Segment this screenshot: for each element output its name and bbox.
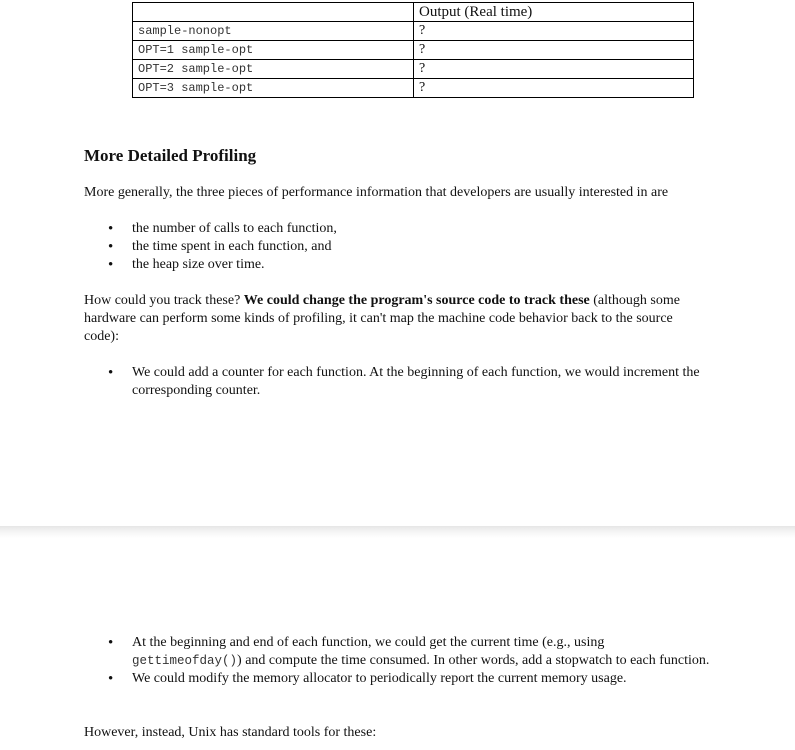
page-separator [0, 526, 795, 538]
results-table [132, 2, 694, 98]
table-cell-name: OPT=2 sample-opt [133, 60, 414, 79]
question-suffix: (although some hardware can perform some kinds of profiling, it can't map the machine code behavior back to the source code): [84, 293, 680, 344]
table-header-empty [133, 3, 414, 22]
list-item: • the time spent in each function, and [84, 238, 712, 256]
table-row [133, 41, 694, 60]
table-cell-value: ? [414, 60, 694, 79]
intro-paragraph: More generally, the three pieces of performance information that developers are usually interested in are [84, 185, 669, 200]
list-item: • We could add a counter for each function. At the beginning of each function, we would increment the corresponding counter. [84, 364, 712, 400]
table-cell-name: sample-nonopt [133, 22, 414, 41]
time-approach-suffix: ) and compute the time consumed. In other words, add a stopwatch to each function. [237, 653, 710, 668]
table-cell-name: OPT=3 sample-opt [133, 79, 414, 98]
table-cell-value: ? [414, 22, 694, 41]
section-heading: More Detailed Profiling [84, 146, 257, 165]
question-emphasis: We could change the program's source code to track these [243, 293, 590, 308]
table-cell-value: ? [414, 41, 694, 60]
question-paragraph [84, 292, 709, 346]
table-header-row [133, 3, 694, 22]
document-page-2 [0, 538, 795, 750]
table-row [133, 60, 694, 79]
inline-code: gettimeofday() [132, 654, 238, 668]
time-approach-prefix: At the beginning and end of each function, we could get the current time (e.g., using [132, 635, 605, 650]
list-item: • the heap size over time. [84, 256, 712, 274]
metrics-list [84, 220, 712, 274]
list-item: • We could modify the memory allocator to periodically report the current memory usage. [84, 670, 712, 688]
table-header-output: Output (Real time) [414, 3, 694, 22]
table-row [133, 79, 694, 98]
closing-paragraph: However, instead, Unix has standard tools for these: [84, 725, 377, 740]
table-cell-value: ? [414, 79, 694, 98]
question-prefix: How could you track these? [84, 293, 244, 308]
approaches-list-1 [84, 364, 712, 400]
list-item [84, 634, 712, 670]
list-item: • the number of calls to each function, [84, 220, 712, 238]
table-row [133, 22, 694, 41]
table-cell-name: OPT=1 sample-opt [133, 41, 414, 60]
approaches-list-2 [84, 634, 712, 688]
